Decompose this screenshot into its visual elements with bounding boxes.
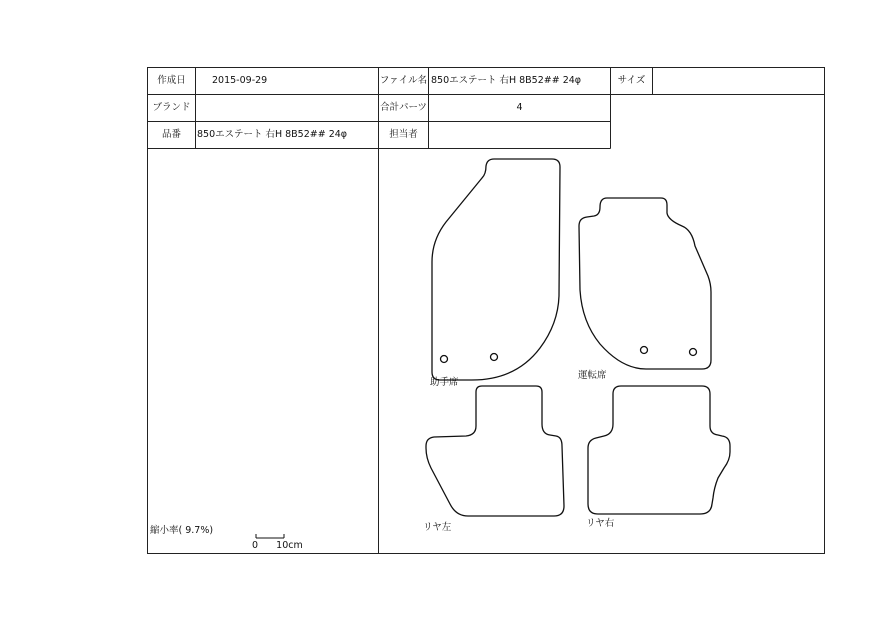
mat-label-passenger: 助手席 — [430, 377, 459, 388]
parts-label: 合計パーツ — [379, 102, 428, 113]
mat-driver-outline — [579, 198, 711, 369]
filename-value: 850エステート 右H 8B52## 24φ — [431, 75, 582, 86]
scale-bar-label: 0 10cm — [252, 540, 303, 551]
mat-driver-hole-left — [641, 347, 648, 354]
brand-label: ブランド — [152, 102, 191, 113]
created-value: 2015-09-29 — [212, 75, 268, 86]
size-label: サイズ — [617, 75, 646, 86]
mat-label-rear-right: リヤ右 — [586, 518, 615, 529]
mat-passenger-hole-left — [441, 356, 448, 363]
parts-value: 4 — [516, 102, 523, 113]
mat-driver-hole-right — [690, 349, 697, 356]
part-number-label: 品番 — [161, 129, 181, 140]
filename-label: ファイル名 — [379, 75, 428, 86]
created-label: 作成日 — [157, 75, 186, 86]
mat-passenger-hole-right — [491, 354, 498, 361]
mat-passenger-outline — [432, 159, 560, 380]
part-number-value: 850エステート 右H 8B52## 24φ — [197, 129, 348, 140]
mat-rear-left-outline — [426, 386, 564, 516]
mat-label-rear-left: リヤ左 — [423, 522, 452, 533]
mat-label-driver: 運転席 — [578, 370, 607, 381]
mat-rear-right-outline — [588, 386, 730, 514]
person-label: 担当者 — [389, 129, 418, 140]
scale-ratio: 縮小率( 9.7%) — [150, 525, 214, 536]
scale-bar — [256, 534, 284, 538]
